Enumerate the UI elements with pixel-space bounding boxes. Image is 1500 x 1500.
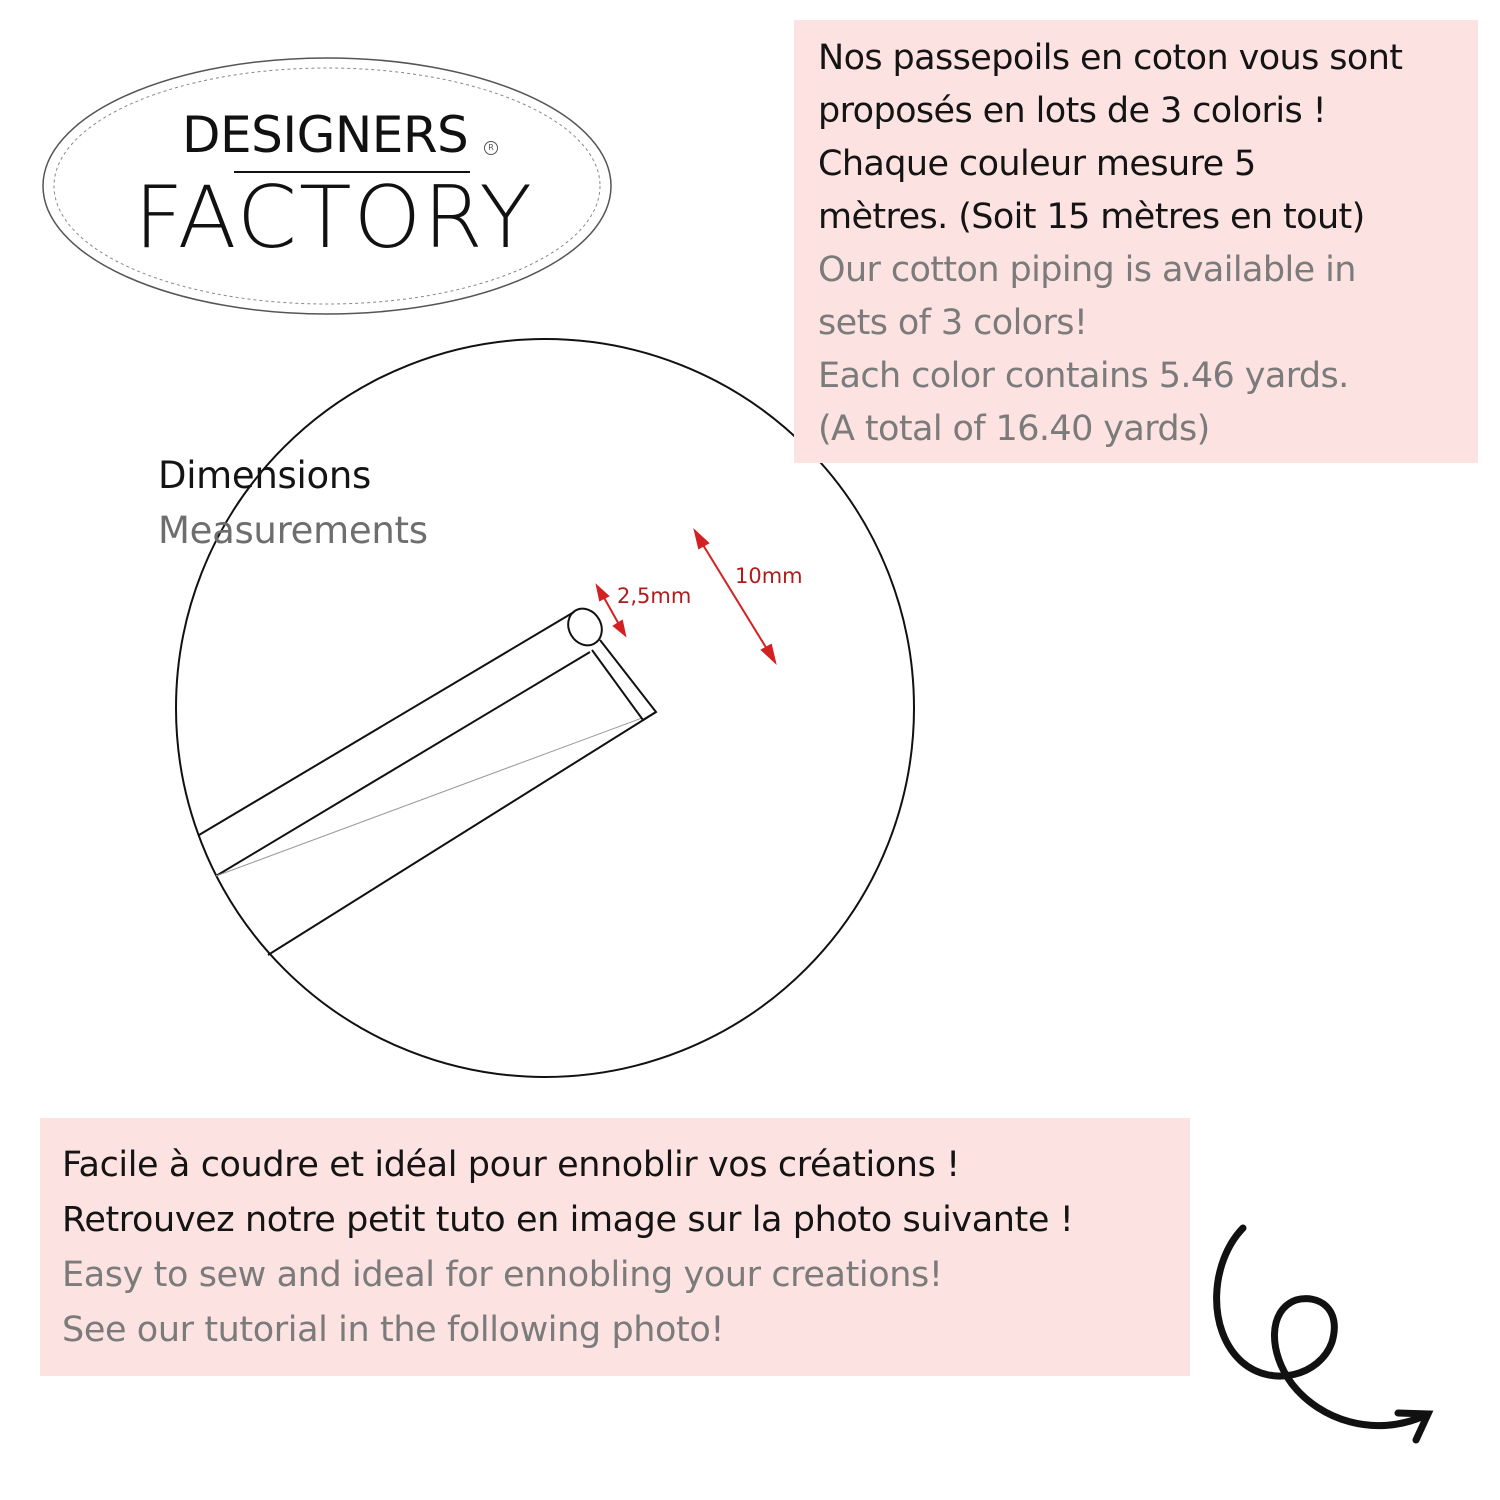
- registered-mark: R: [484, 141, 498, 155]
- logo-factory-text: FACTORY: [134, 168, 534, 268]
- logo-designers-text: DESIGNERS: [182, 106, 469, 164]
- info-line-en: sets of 3 colors!: [818, 303, 1088, 343]
- usage-line-fr: Facile à coudre et idéal pour ennoblir vos créations !: [62, 1145, 960, 1185]
- flange-width-label: 10mm: [735, 564, 803, 588]
- usage-line-en: Easy to sew and ideal for ennobling your creations!: [62, 1255, 943, 1295]
- info-line-fr: Chaque couleur mesure 5: [818, 144, 1256, 184]
- info-line-fr: Nos passepoils en coton vous sont: [818, 38, 1403, 78]
- measurements-title: Measurements: [158, 509, 428, 552]
- info-line-fr: mètres. (Soit 15 mètres en tout): [818, 197, 1365, 237]
- usage-line-fr: Retrouvez notre petit tuto en image sur la photo suivante !: [62, 1200, 1074, 1240]
- info-line-en: Each color contains 5.46 yards.: [818, 356, 1349, 396]
- usage-line-en: See our tutorial in the following photo!: [62, 1310, 725, 1350]
- dimensions-title: Dimensions: [158, 454, 371, 497]
- product-info-box: [794, 20, 1478, 463]
- piping-drawing: [199, 603, 656, 955]
- info-line-fr: proposés en lots de 3 coloris !: [818, 91, 1327, 131]
- info-line-en: (A total of 16.40 yards): [818, 409, 1210, 449]
- usage-info-box: [40, 1118, 1190, 1376]
- info-line-en: Our cotton piping is available in: [818, 250, 1356, 290]
- cord-diameter-label: 2,5mm: [617, 584, 692, 608]
